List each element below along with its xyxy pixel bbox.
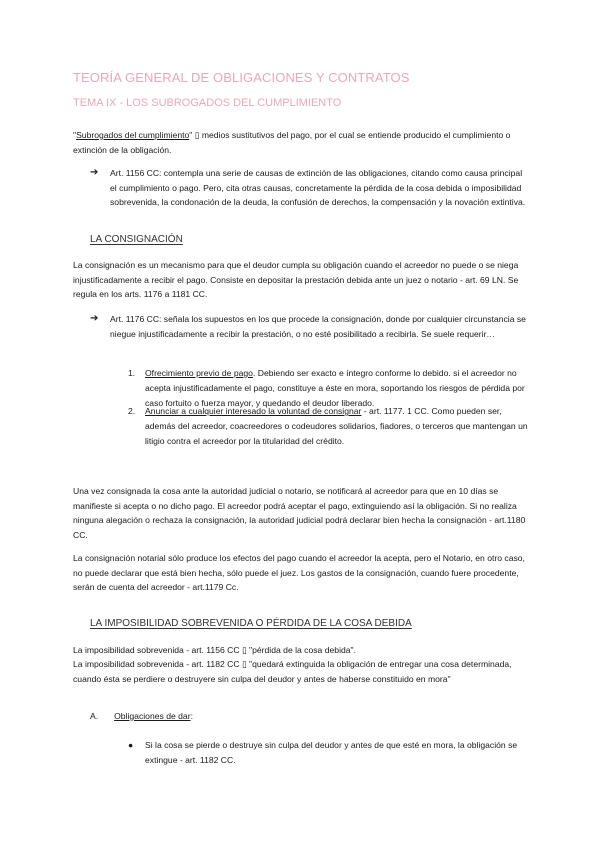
intro-quote-open: " [73, 130, 77, 140]
art1176-text: Art. 1176 CC: señala los supuestos en los que procede la consignación, donde por cualquier circunstancia se niegue injustificadamente a recibir la prestación, o no esté posibilitado a recibirla. Se suele requerir… [110, 314, 526, 339]
consignacion-paragraph-2: Una vez consignada la cosa ante la autoridad judicial o notario, se notificará al acreedor para que en 10 días se manifieste si acepta o no dicho pago. El acreedor podrá aceptar el pago, extinguiendo así la obligación. Si no realiza ninguna alegación o rechaza la consignación, la autoridad judicial podrá declarar bien hecha la consignación - art.1180 CC. [73, 486, 526, 540]
requirement-number: 2. [128, 406, 136, 416]
arrow-icon: ➔ [90, 167, 99, 178]
intro-paragraph [73, 128, 528, 157]
item-colon: : [190, 711, 193, 721]
imposibilidad-line-2: La imposibilidad sobrevenida - art. 1182 CC ▯ "quedará extinguida la obligación de entregar una cosa determinada, cuando ésta se perdiere o destruyere sin culpa del deudor y antes de haberse constituido en mora" [73, 659, 512, 684]
requirement-item-2 [128, 404, 528, 449]
bullet-item [128, 738, 528, 768]
art1156-text: Art. 1156 CC: contempla una serie de causas de extinción de las obligaciones, citando como causa principal el cumplimiento o pago. Pero, cita otras causas, concretamente la pérdida de la cosa debida o imposibilidad sobrevenida, la condonación de la deuda, la confusión de derechos, la compensación y la novación extintiva. [110, 168, 526, 207]
art1156-item [90, 166, 530, 210]
requirement-title: Ofrecimiento previo de pago [145, 368, 253, 378]
bullet-icon: ● [128, 740, 134, 750]
imposibilidad-line-1: La imposibilidad sobrevenida - art. 1156 CC ▯ "pérdida de la cosa debida". [73, 645, 356, 655]
obligaciones-dar-item [90, 711, 193, 721]
requirement-text: . Debiendo ser exacto e íntegro conforme lo debido. si el acreedor no acepta injustificadamente el pago, constituye a éste en mora, soportando los riesgos de pérdida por caso fortuito o fuerza mayor, y quedando el deudor liberado. [145, 368, 525, 408]
section-heading-imposibilidad: LA IMPOSIBILIDAD SOBREVENIDA O PÉRDIDA DE LA COSA DEBIDA [90, 618, 412, 629]
consignacion-paragraph-3: La consignación notarial sólo produce los efectos del pago cuando el acreedor la acepta, pero el Notario, en otro caso, no puede declarar que está bien hecha, sólo puede el juez. Los gastos de la consignación, cuando fuere procedente, serán de cuenta del acreedor - art.1179 Cc. [73, 553, 525, 592]
document-subtitle: TEMA IX - LOS SUBROGADOS DEL CUMPLIMIENTO [73, 97, 342, 109]
requirement-text: - art. 1177. 1 CC. Como pueden ser, además del acreedor, coacreedores o codeudores solidarios, fiadores, o terceros que mantengan un litigio contra el acreedor por la titularidad del crédito. [145, 406, 528, 446]
document-title: TEORÍA GENERAL DE OBLIGACIONES Y CONTRATOS [73, 70, 410, 85]
requirement-number: 1. [128, 368, 136, 378]
section-heading-consignacion: LA CONSIGNACIÓN [90, 234, 183, 245]
intro-term: Subrogados del cumplimiento [76, 130, 190, 140]
intro-rest: " ▯ medios sustitutivos del pago, por el cual se entiende producido el cumplimiento o extinción de la obligación. [73, 130, 511, 155]
requirement-title: Anunciar a cualquier interesado la voluntad de consignar [145, 406, 362, 416]
art1176-item [90, 312, 530, 341]
item-letter: A. [90, 711, 99, 721]
consignacion-paragraph-1: La consignación es un mecanismo para que el deudor cumpla su obligación cuando el acreedor no puede o se niega injustificadamente a recibir el pago. Consiste en depositar la prestación debida ante un juez o notario - art. 69 LN. Se regula en los arts. 1176 a 1181 CC. [73, 260, 519, 299]
item-label: Obligaciones de dar [114, 711, 191, 721]
arrow-icon: ➔ [90, 313, 99, 324]
bullet-text: Si la cosa se pierde o destruye sin culpa del deudor y antes de que esté en mora, la obligación se extingue - art. 1182 CC. [145, 740, 518, 765]
